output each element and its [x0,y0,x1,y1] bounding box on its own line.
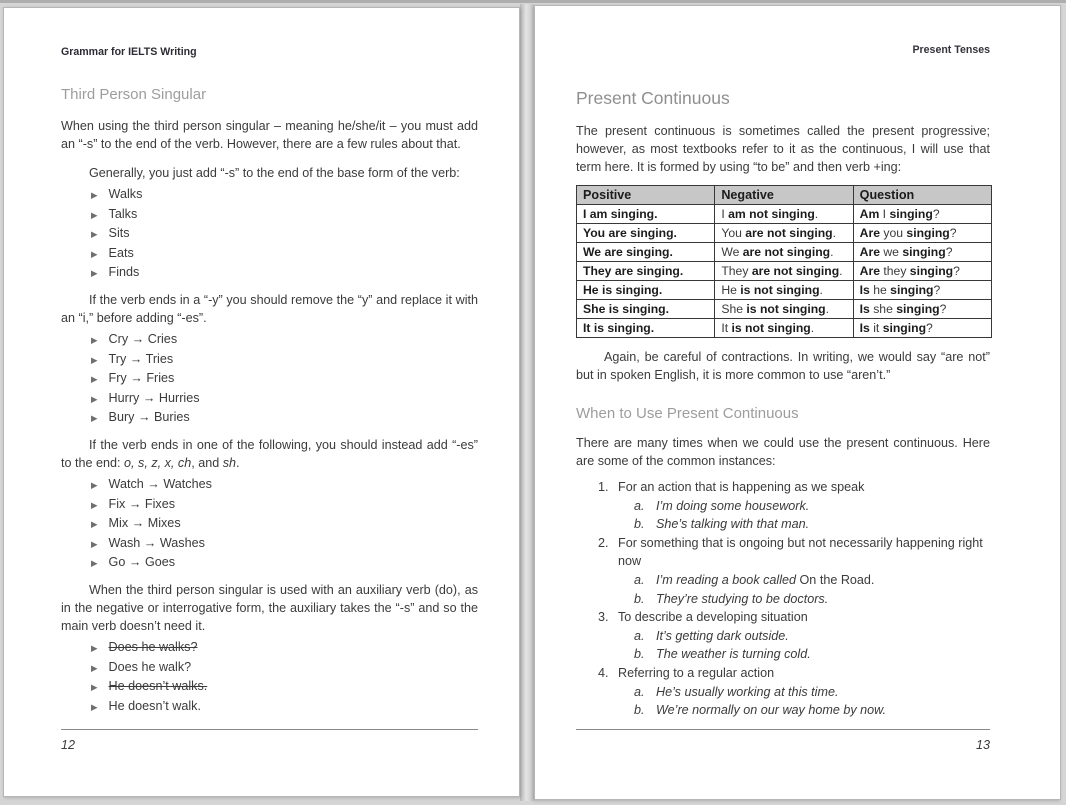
bullet-triangle-icon: ▶ [91,248,98,259]
list-item-marker: b. [634,517,645,532]
table-cell-negative: I am not singing. [715,205,853,224]
bullet-item-text: Fry → Fries [108,371,175,386]
bullet-triangle-icon: ▶ [91,519,98,530]
bullet-item-text: He doesn’t walks. [108,679,208,694]
table-row [577,319,992,338]
table-cell-positive: She is singing. [577,300,715,319]
section-heading-third-person-singular: Third Person Singular [61,86,207,103]
list-item-text: Referring to a regular action [618,665,775,680]
list-item-text: She’s talking with that man. [656,517,810,532]
bullet-item [61,224,478,244]
list-item [576,664,990,683]
bullet-item-text: Cry → Cries [108,331,178,346]
bullet-item-text: Go → Goes [108,555,176,570]
list-item-text: They’re studying to be doctors. [656,591,829,606]
bullet-item [61,389,478,409]
list-item [576,645,990,664]
bullet-triangle-icon: ▶ [91,479,98,490]
table-cell-negative: He is not singing. [715,281,853,300]
bullet-item [61,185,478,205]
list-item [576,701,990,720]
table-row [577,281,992,300]
bullet-triangle-icon: ▶ [91,354,98,365]
list-item [576,590,990,609]
bullet-item [61,495,478,515]
list-item-text: The weather is turning cold. [656,647,811,662]
page-spine-gap [520,4,534,801]
bullet-item [61,638,478,658]
bullet-item [61,553,478,573]
paragraph-rule3: If the verb ends in one of the following, you should instead add “-es” to the end: o, s, z, x, ch, and sh. [61,437,478,470]
bullet-item [61,697,478,717]
bullet-triangle-icon: ▶ [91,642,98,653]
list-item [576,627,990,646]
list-item-marker: a. [634,572,645,587]
bullet-item [61,244,478,264]
bullet-triangle-icon: ▶ [91,558,98,569]
table-row [577,262,992,281]
bullet-item-text: Talks [108,206,138,221]
bullet-item [61,658,478,678]
list-item-marker: a. [634,628,645,643]
list-item-marker: 3. [598,610,609,625]
bullet-item-text: Walks [108,187,143,201]
bullet-triangle-icon: ▶ [91,393,98,404]
bullet-item-text: Does he walks? [108,639,198,654]
bullet-list-rule1 [61,185,478,283]
bullet-item [61,534,478,554]
bullet-triangle-icon: ▶ [91,538,98,549]
table-header-question: Question [853,186,991,205]
table-cell-positive: I am singing. [577,205,715,224]
bullet-item-text: Mix → Mixes [108,516,181,531]
list-item-text: For something that is ongoing but not necessarily happening right now [618,535,983,569]
running-header-left: Grammar for IELTS Writing [61,46,197,58]
list-item-text: For an action that is happening as we speak [618,480,865,494]
bullet-item-text: Watch → Watches [108,476,212,491]
left-page [3,7,520,797]
bullet-item [61,369,478,389]
bullet-triangle-icon: ▶ [91,268,98,279]
list-item-marker: b. [634,591,645,606]
table-row [577,205,992,224]
list-item [576,534,990,571]
table-cell-positive: You are singing. [577,224,715,243]
list-item-marker: b. [634,647,645,662]
bullet-item-text: Bury → Buries [108,410,190,425]
table-cell-question: Are we singing? [853,243,991,262]
bullet-triangle-icon: ▶ [91,209,98,220]
table-cell-positive: They are singing. [577,262,715,281]
list-item [576,478,990,497]
paragraph-intro: The present continuous is sometimes called the present progressive; however, as most textbooks refer to it as the continuous, I will use that term here. It is formed by using “to be” and then verb +ing: [576,124,990,174]
bullet-item [61,408,478,428]
list-item [576,683,990,702]
table-cell-positive: We are singing. [577,243,715,262]
list-item-marker: 2. [598,535,609,550]
numbered-usage-list [576,478,990,720]
page-number: 13 [975,738,990,752]
bullet-item-text: Sits [108,226,130,241]
chapter-heading-present-continuous: Present Continuous [576,88,730,108]
bullet-item [61,205,478,225]
table-header-positive: Positive [577,186,715,205]
table-cell-question: Is he singing? [853,281,991,300]
table-cell-negative: It is not singing. [715,319,853,338]
table-cell-negative: We are not singing. [715,243,853,262]
bullet-triangle-icon: ▶ [91,701,98,712]
bullet-item [61,677,478,697]
list-item-marker: 4. [598,665,609,680]
page-footer-left [61,729,478,754]
bullet-item-text: Does he walk? [108,659,192,674]
paragraph-intro: When using the third person singular – meaning he/she/it – you must add an “-s” to the end of the verb. However, there are a few rules about that. [61,119,478,151]
list-item [576,515,990,534]
paragraph-contractions-note: Again, be careful of contractions. In writing, we would say “are not” but in spoken English, it is more common to use “aren’t.” [576,350,990,382]
table-cell-question: Is she singing? [853,300,991,319]
paragraph-rule2: If the verb ends in a “-y” you should remove the “y” and replace it with an “i,” before adding “-es”. [61,292,478,325]
bullet-triangle-icon: ▶ [91,190,98,200]
table-header-row [577,186,992,205]
list-item-text: We’re normally on our way home by now. [656,703,887,718]
list-item [576,608,990,627]
list-item-text: He’s usually working at this time. [656,684,839,699]
list-item [576,571,990,590]
running-header-right: Present Tenses [912,44,990,56]
section-heading-when-to-use: When to Use Present Continuous [576,405,799,422]
bullet-triangle-icon: ▶ [91,682,98,693]
table-cell-negative: You are not singing. [715,224,853,243]
table-row [577,224,992,243]
bullet-item-text: He doesn’t walk. [108,698,201,713]
bullet-triangle-icon: ▶ [91,229,98,240]
page-number: 12 [61,738,76,752]
footer-rule [576,729,990,730]
right-page [534,5,1061,800]
paragraph-uses-intro: There are many times when we could use the present continuous. Here are some of the common instances: [576,436,990,468]
table-row [577,300,992,319]
table-cell-negative: She is not singing. [715,300,853,319]
table-cell-question: Is it singing? [853,319,991,338]
table-cell-question: Are you singing? [853,224,991,243]
bullet-item-text: Hurry → Hurries [108,390,200,405]
bullet-item [61,350,478,370]
table-row [577,243,992,262]
bullet-item-text: Eats [108,245,134,260]
table-cell-positive: He is singing. [577,281,715,300]
table-cell-question: Am I singing? [853,205,991,224]
table-cell-negative: They are not singing. [715,262,853,281]
paragraph-rule4: When the third person singular is used with an auxiliary verb (do), as in the negative or interrogative form, the auxiliary takes the “-s” and so the main verb doesn’t need it. [61,582,478,633]
bullet-triangle-icon: ▶ [91,499,98,510]
table-header-negative: Negative [715,186,853,205]
list-item-marker: 1. [598,480,609,494]
bullet-item-text: Wash → Washes [108,535,205,550]
page-footer-right [576,729,990,754]
conjugation-table [576,185,992,338]
bullet-triangle-icon: ▶ [91,662,98,673]
list-item-marker: a. [634,684,645,699]
bullet-item-text: Try → Tries [108,351,174,366]
table-cell-positive: It is singing. [577,319,715,338]
bullet-item [61,330,478,350]
bullet-item [61,514,478,534]
list-item-text: I’m reading a book called On the Road. [656,572,875,587]
list-item [576,497,990,516]
bullet-item [61,475,478,495]
list-item-text: To describe a developing situation [618,610,808,625]
bullet-list-rule3 [61,475,478,573]
list-item-text: It’s getting dark outside. [656,628,789,643]
footer-rule [61,729,478,730]
table-cell-question: Are they singing? [853,262,991,281]
bullet-item [61,263,478,283]
bullet-triangle-icon: ▶ [91,374,98,385]
bullet-list-rule2 [61,330,478,428]
list-item-marker: b. [634,703,645,718]
bullet-item-text: Finds [108,265,140,280]
bullet-triangle-icon: ▶ [91,413,98,424]
list-item-text: I’m doing some housework. [656,498,810,513]
list-item-marker: a. [634,498,645,513]
bullet-triangle-icon: ▶ [91,334,98,345]
bullet-item-text: Fix → Fixes [108,496,176,511]
paragraph-rule1-lead: Generally, you just add “-s” to the end of the base form of the verb: [89,166,460,180]
bullet-list-rule4 [61,638,478,716]
